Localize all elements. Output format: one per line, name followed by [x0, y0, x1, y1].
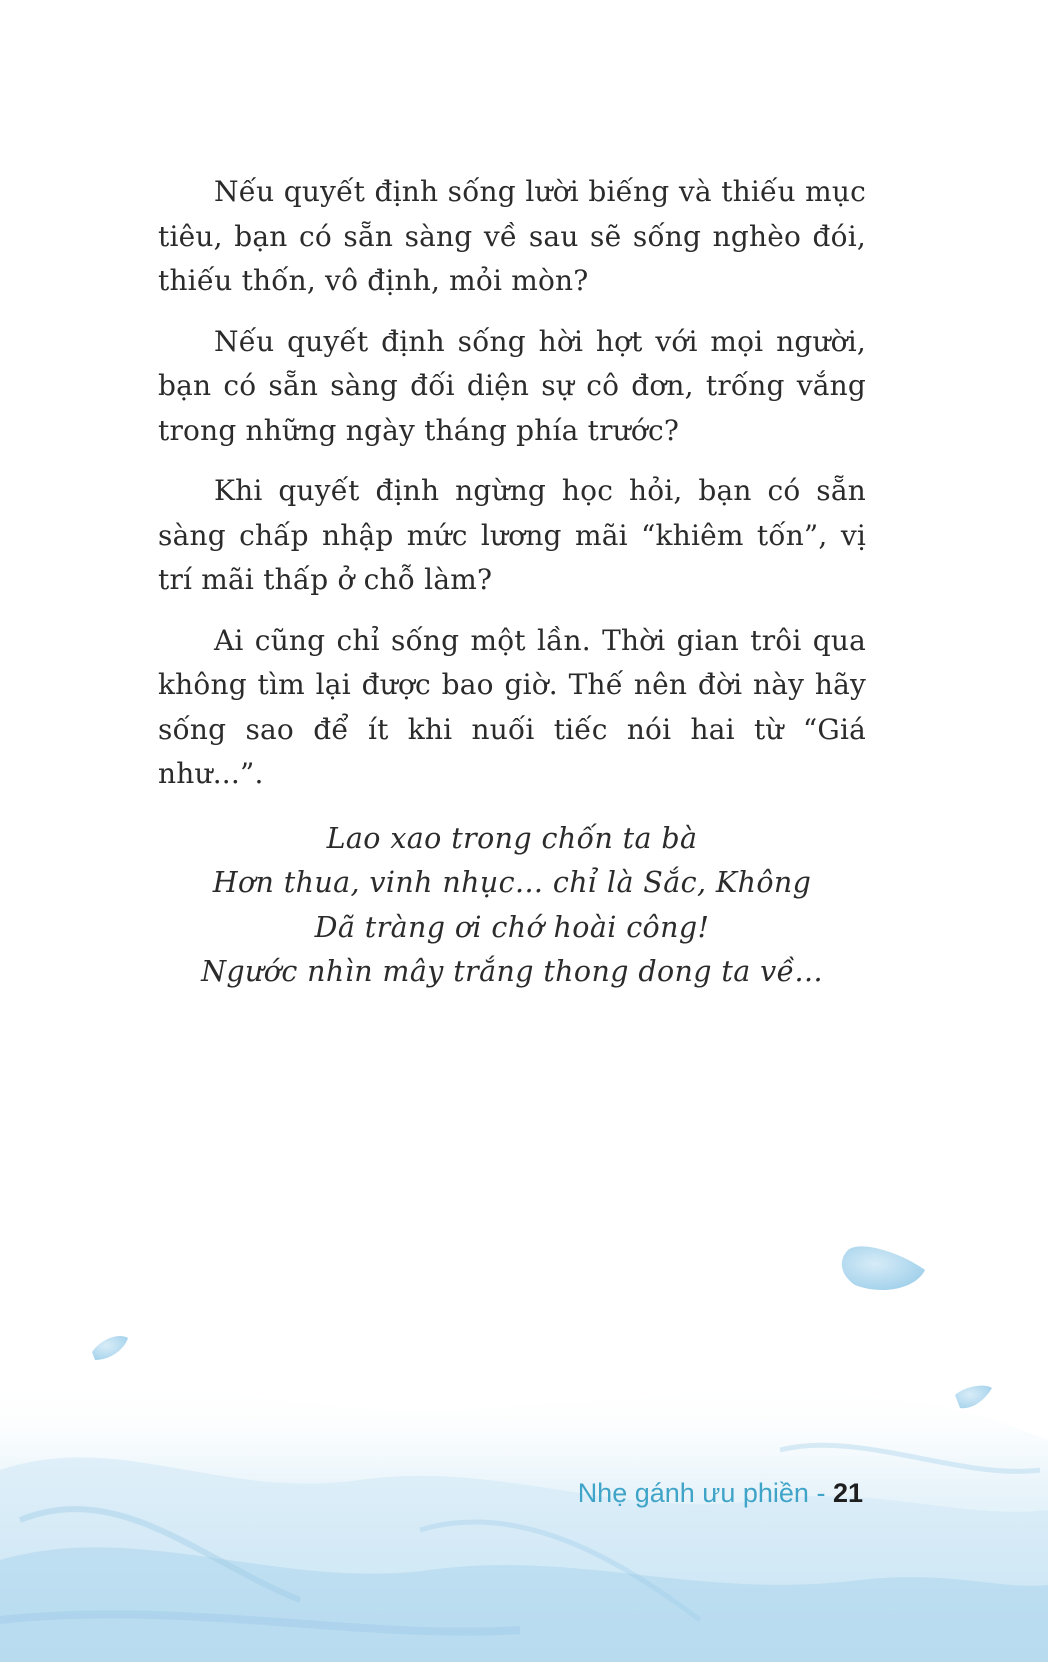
- petal-left: [92, 1336, 128, 1360]
- poem: [158, 817, 866, 995]
- petal-large: [842, 1246, 925, 1290]
- book-title: Nhẹ gánh ưu phiền: [577, 1478, 809, 1508]
- poem-line-2: Hơn thua, vinh nhục... chỉ là Sắc, Không: [212, 866, 812, 899]
- main-text: [158, 170, 866, 995]
- paragraph-3: Khi quyết định ngừng học hỏi, bạn có sẵn sàng chấp nhập mức lương mãi “khiêm tốn”, vị trí mãi thấp ở chỗ làm?: [158, 474, 866, 596]
- paragraph-2: Nếu quyết định sống hời hợt với mọi người, bạn có sẵn sàng đối diện sự cô đơn, trống vắng trong những ngày tháng phía trước?: [158, 324, 866, 447]
- paragraph-4: Ai cũng chỉ sống một lần. Thời gian trôi qua không tìm lại được bao giờ. Thế nên đời này hãy sống sao để ít khi nuối tiếc nói hai từ “Giá như...”.: [158, 623, 866, 790]
- poem-line-1: Lao xao trong chốn ta bà: [326, 821, 698, 855]
- petal-right: [955, 1386, 992, 1409]
- page-footer: [578, 1478, 863, 1509]
- paragraph-1: Nếu quyết định sống lười biếng và thiếu mục tiêu, bạn có sẵn sàng về sau sẽ sống nghèo đói, thiếu thốn, vô định, mỏi mòn?: [158, 175, 866, 297]
- poem-line-4: Ngước nhìn mây trắng thong dong ta về...: [201, 955, 823, 988]
- poem-line-3: Dã tràng ơi chớ hoài công!: [314, 910, 710, 944]
- footer-separator: -: [808, 1478, 833, 1508]
- page-number: 21: [832, 1478, 863, 1508]
